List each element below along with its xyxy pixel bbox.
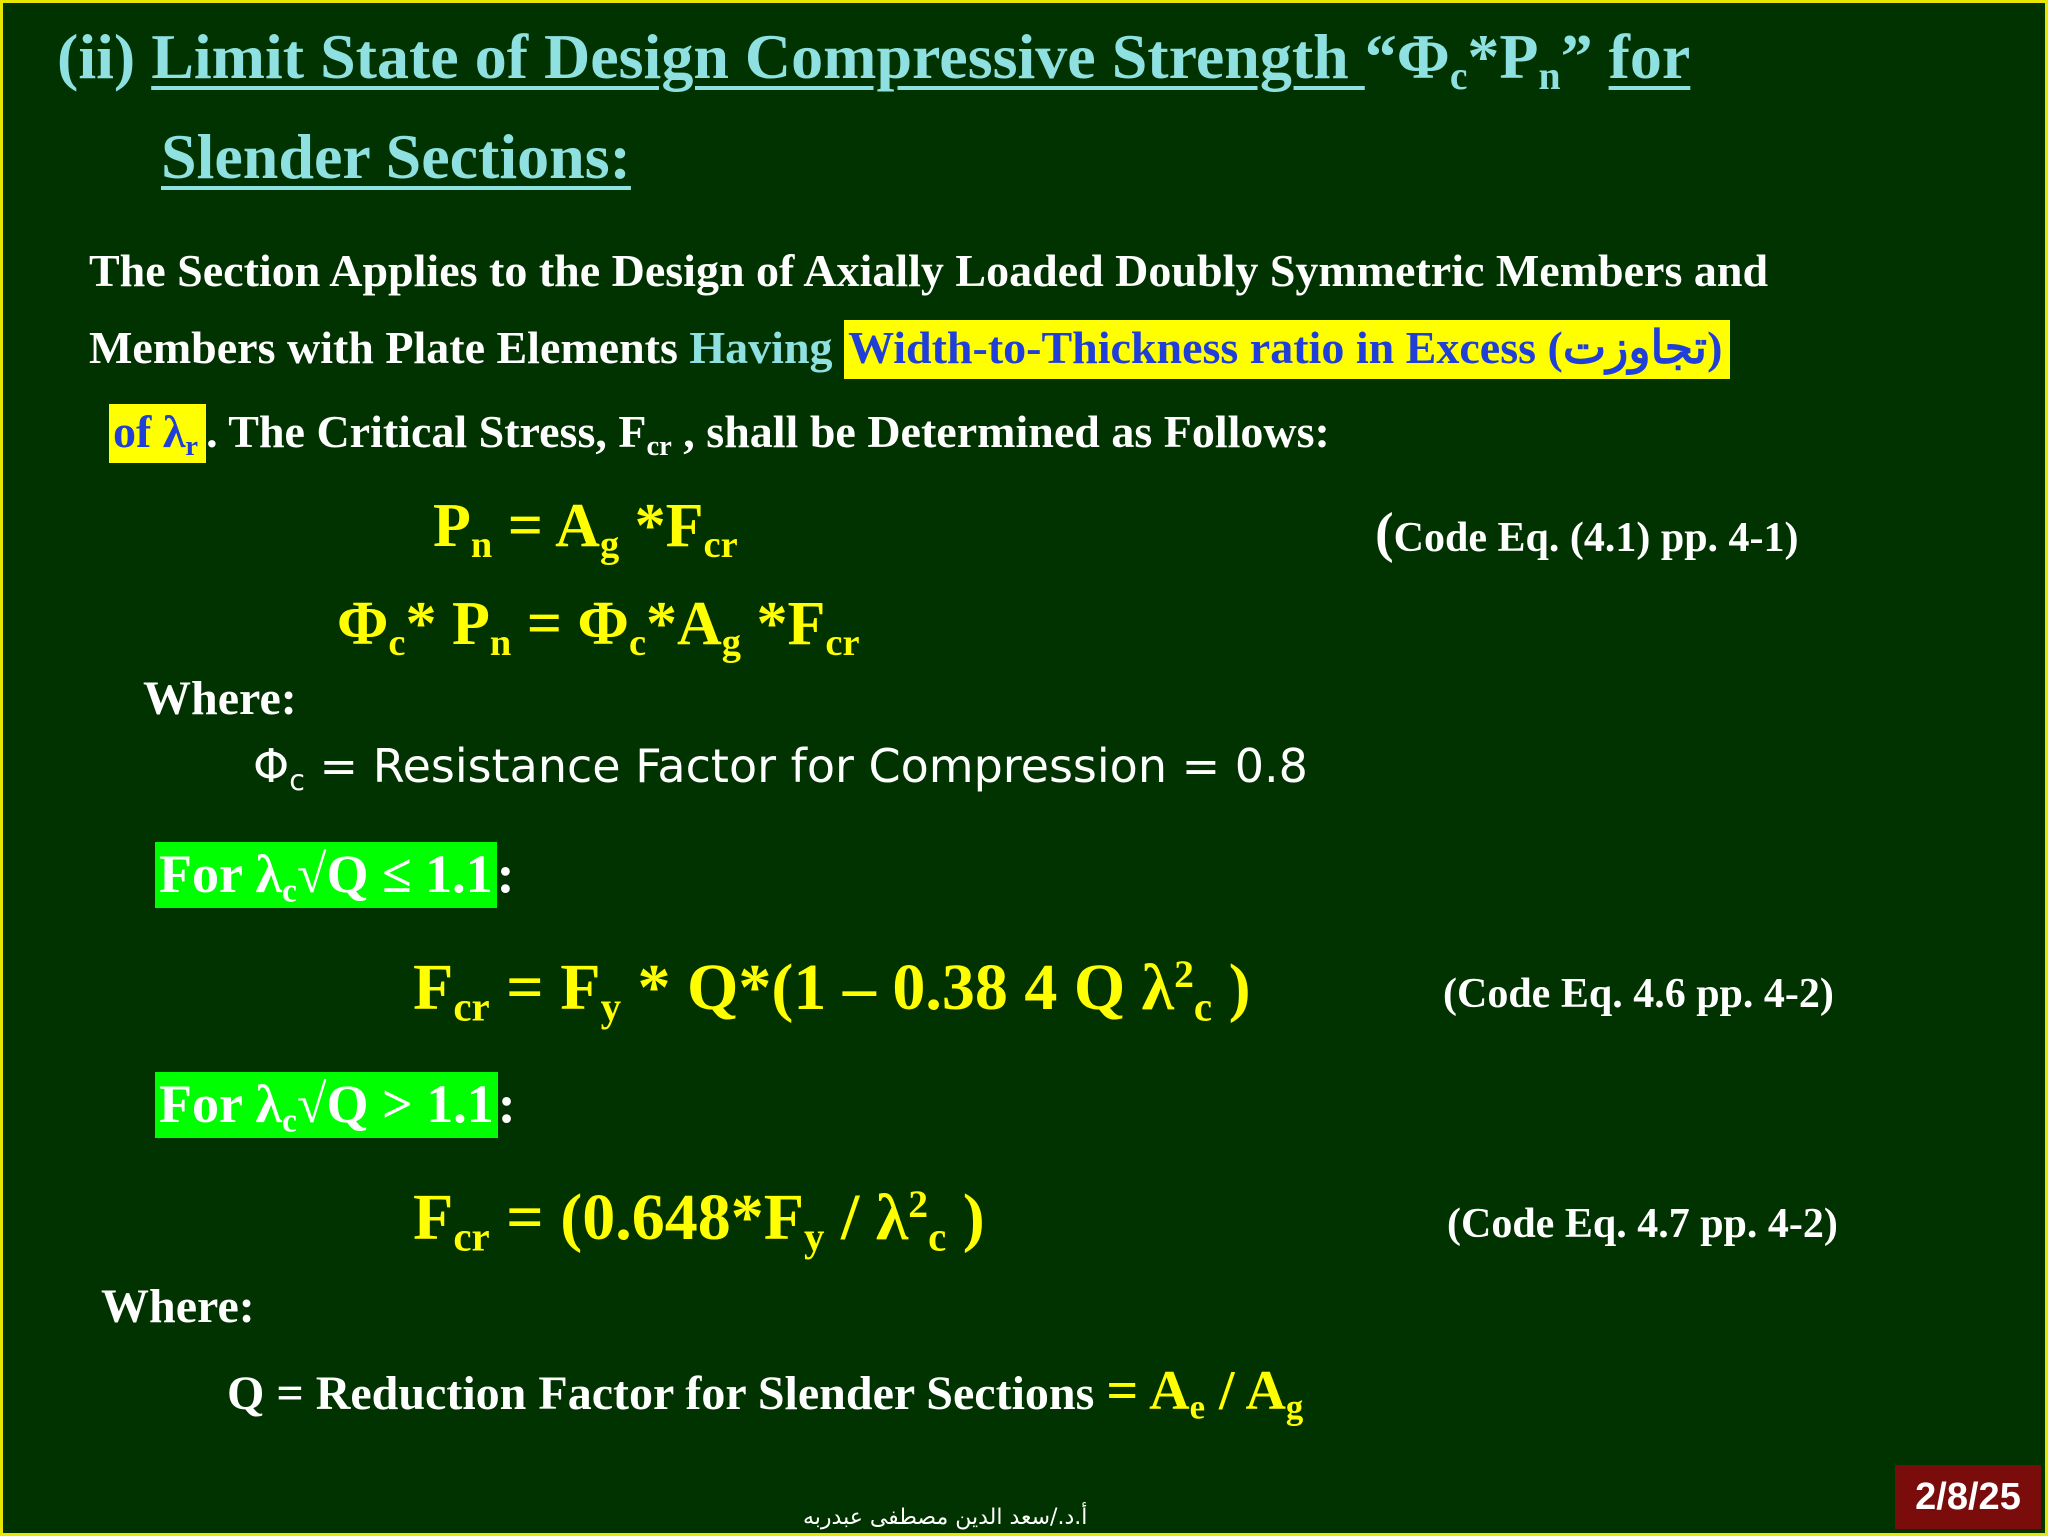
eq1-sub-n: n — [470, 523, 493, 566]
cond1-colon: : — [496, 844, 515, 904]
eq3-sub-c: c — [1193, 984, 1213, 1030]
eq3-f: F — [413, 951, 454, 1024]
title-sub-n: n — [1538, 54, 1561, 99]
eq3-sub-y: y — [600, 984, 622, 1030]
eq2-sub-c: c — [388, 621, 406, 664]
resist-text: = Resistance Factor for Compression = 0.8 — [304, 739, 1308, 793]
title-quote-close: ” — [1560, 21, 1609, 92]
resist-sub-c: c — [289, 763, 305, 797]
eq1-p: P — [433, 492, 471, 560]
title-sub-c: c — [1449, 54, 1468, 99]
intro-line3-text: . The Critical Stress, F — [206, 406, 647, 457]
lambda-sub-r: r — [185, 430, 199, 462]
eq2-sub-g: g — [721, 621, 742, 664]
eq2-eq-phi: = Φ — [511, 590, 629, 658]
equation-pn-reference — [1375, 502, 1799, 564]
eq1-sub-cr: cr — [703, 523, 738, 566]
q-def-eq: = A — [1106, 1360, 1190, 1422]
equation-fcr-1 — [413, 951, 1251, 1030]
cond2-sub-c: c — [282, 1102, 297, 1140]
eq2-sub-cr: cr — [825, 621, 860, 664]
equation-phi-pn — [337, 590, 860, 664]
eq4-close: ) — [946, 1181, 985, 1254]
q-def-formula — [1106, 1360, 1304, 1427]
eq2-star-f: *F — [741, 590, 826, 658]
eq4-f: F — [413, 1181, 454, 1254]
slide-title-line2 — [161, 121, 631, 192]
cond2-b: √Q > 1.1 — [296, 1074, 494, 1134]
resist-phi: Φ — [253, 739, 290, 793]
title-for: for — [1608, 21, 1691, 92]
condition-2-highlight — [155, 1072, 498, 1138]
intro-line2 — [89, 322, 1730, 373]
eq2-sub-c2: c — [628, 621, 647, 664]
eq2-star-a: *A — [646, 590, 722, 658]
eq2-sub-n: n — [489, 621, 512, 664]
eq3-mid: = F — [489, 951, 601, 1024]
eq4-sup-2: 2 — [908, 1182, 929, 1227]
page-number-badge: 2/8/25 — [1895, 1465, 2041, 1529]
condition-1 — [155, 844, 515, 910]
eq4-mid: = (0.648*F — [489, 1181, 805, 1254]
intro-line2-text: Members with Plate Elements — [89, 322, 690, 373]
eq3-close: ) — [1212, 951, 1251, 1024]
intro-highlight-lambda — [109, 404, 206, 463]
lambda-text: of λ — [113, 406, 186, 457]
ref-text: Code Eq. (4.1) pp. 4-1) — [1393, 515, 1799, 561]
eq1-star-f: *F — [619, 492, 704, 560]
intro-line1: The Section Applies to the Design of Axially Loaded Doubly Symmetric Members and — [89, 245, 1769, 296]
q-definition — [227, 1360, 1304, 1427]
ref-paren: ( — [1375, 502, 1394, 564]
eq2-phi: Φ — [337, 590, 389, 658]
cond1-sub-c: c — [282, 872, 297, 910]
eq4-sub-y: y — [804, 1214, 825, 1260]
title-main: Limit State of Design Compressive Strength — [151, 21, 1365, 92]
title-star-p: *P — [1467, 21, 1539, 92]
equation-pn — [433, 492, 738, 566]
intro-having: Having — [689, 322, 845, 373]
condition-1-highlight — [155, 842, 497, 908]
where-label-1: Where: — [143, 672, 297, 725]
q-def-sub-e: e — [1189, 1387, 1205, 1427]
author-name: أ.د./سعد الدين مصطفى عبدربه — [803, 1505, 1088, 1530]
intro-line3 — [109, 406, 1330, 462]
equation-fcr-2 — [413, 1181, 985, 1260]
q-def-text: Q = Reduction Factor for Slender Sections — [227, 1367, 1107, 1420]
eq4-sub-cr: cr — [453, 1214, 490, 1260]
cond1-a: For λ — [159, 844, 283, 904]
eq4-rest: / λ — [824, 1181, 909, 1254]
title-line2: Slender Sections: — [161, 121, 631, 192]
resistance-factor-line — [253, 739, 1308, 797]
slide-title — [57, 21, 1691, 99]
intro-highlight-ratio: Width-to-Thickness ratio in Excess (تجاوزت) — [844, 320, 1730, 379]
eq3-sup-2: 2 — [1174, 952, 1194, 997]
eq1-eq-a: = A — [492, 492, 600, 560]
cond2-colon: : — [497, 1074, 516, 1134]
title-quote-open: “Φ — [1364, 21, 1450, 92]
where-label-2: Where: — [101, 1280, 255, 1333]
condition-2 — [155, 1074, 516, 1140]
fcr-sub: cr — [646, 430, 672, 462]
equation-fcr-1-reference: (Code Eq. 4.6 pp. 4-2) — [1443, 971, 1834, 1017]
eq3-rest: * Q*(1 – 0.38 4 Q λ — [621, 951, 1175, 1024]
q-def-slash: / A — [1205, 1360, 1286, 1422]
title-prefix: (ii) — [57, 21, 152, 92]
eq3-sub-cr: cr — [453, 984, 490, 1030]
cond2-a: For λ — [159, 1074, 283, 1134]
intro-line3-end: , shall be Determined as Follows: — [671, 406, 1330, 457]
eq2-star-p: * P — [405, 590, 490, 658]
eq4-sub-c: c — [928, 1214, 947, 1260]
cond1-b: √Q ≤ 1.1 — [296, 844, 493, 904]
q-def-sub-g: g — [1285, 1387, 1304, 1427]
eq1-sub-g: g — [599, 523, 620, 566]
equation-fcr-2-reference: (Code Eq. 4.7 pp. 4-2) — [1447, 1201, 1838, 1247]
